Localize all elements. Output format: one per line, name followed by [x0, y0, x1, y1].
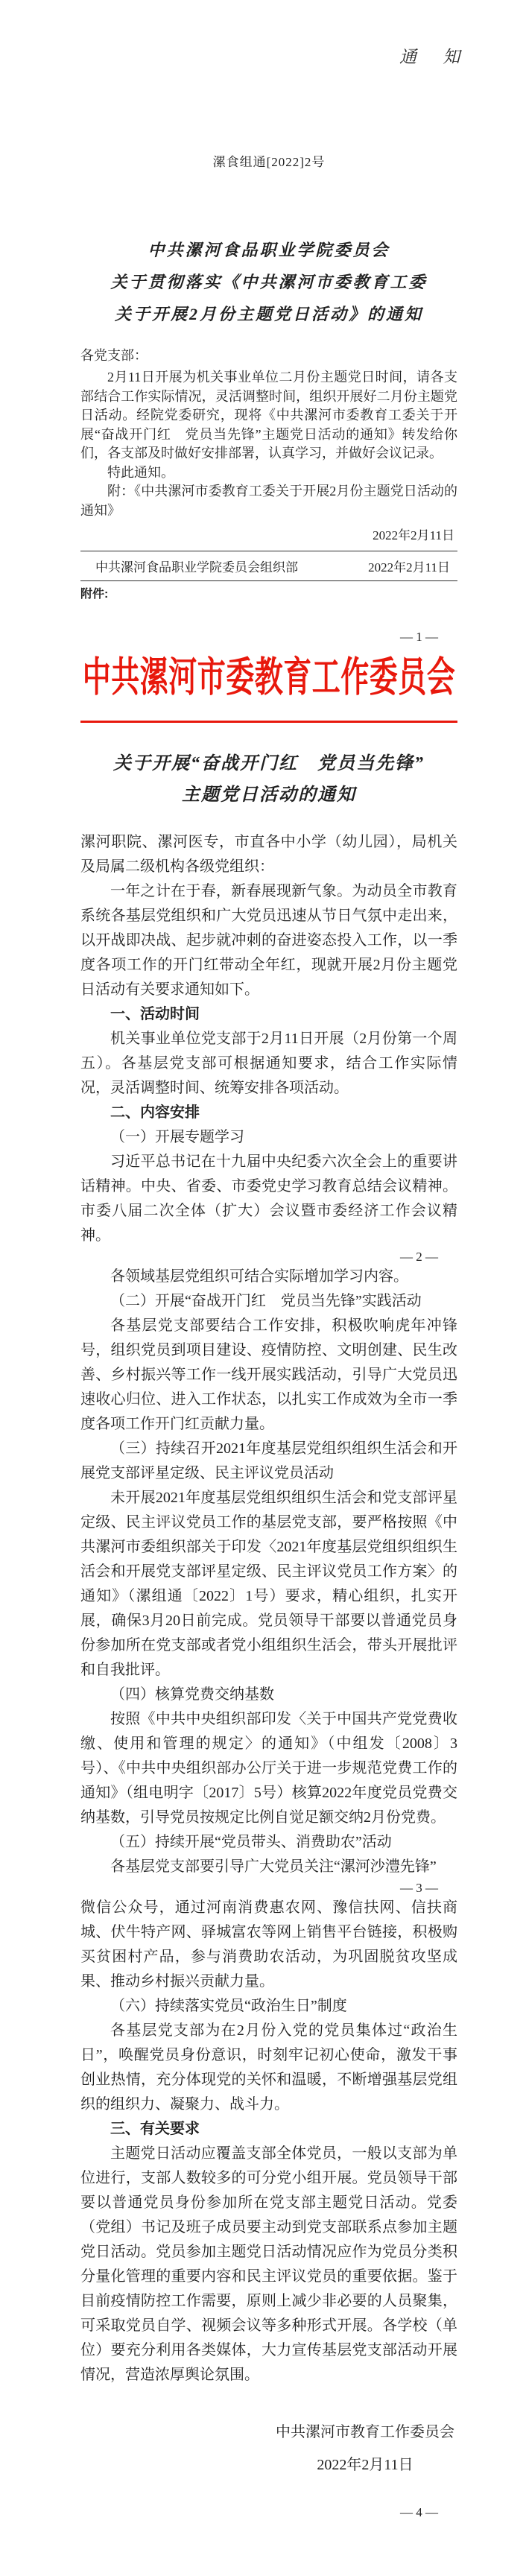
issuer-org: 中共漯河食品职业学院委员会组织部: [95, 560, 298, 575]
item2-heading: （二）开展“奋战开门红 党员当先锋”实践活动: [110, 1293, 422, 1309]
item5-heading: （五）持续开展“党员带头、消费助农”活动: [110, 1834, 392, 1850]
handwritten-note: 通 知: [399, 48, 471, 67]
page-number-3: — 3 —: [400, 1881, 438, 1895]
letterhead-wrap: [80, 655, 457, 701]
signature-block: [276, 2416, 454, 2481]
page-number-2: — 2 —: [400, 1250, 438, 1264]
notice-title-line1: 关于开展“奋战开门红 党员当先锋”: [113, 754, 425, 773]
doc-number: 漯食组通[2022]2号: [212, 155, 326, 169]
section2-heading: 二、内容安排: [110, 1104, 200, 1121]
forward-title-line1: 中共漯河食品职业学院委员会: [148, 241, 390, 259]
attachment-label: 附件:: [80, 588, 109, 601]
forward-title-line2: 关于贯彻落实《中共漯河市委教育工委: [110, 273, 428, 291]
section3-body: 主题党日活动应覆盖支部全体党员，一般以支部为单位进行，支部人数较多的可分党小组开展。党员领导干部要以普通党员身份参加所在党支部主题党日活动。党委（党组）书记及班子成员要主动到党支部联系点参加主题党日活动。党员参加主题党日活动情况应作为党员分类积分量化管理的重要内容和民主评议党员的重要依据。鉴于目前疫情防控工作需要，原则上减少非必要的人员聚集，可采取党员自学、视频会议等多种形式开展。各学校（单位）要充分利用各类媒体，大力宣传基层党支部活动开展情况，营造浓厚舆论氛围。: [80, 2145, 457, 2383]
issuer-date: 2022年2月11日: [368, 560, 450, 575]
notice-salutation: 漯河职院、漯河医专，市直各中小学（幼儿园），局机关及局属二级机构各级党组织：: [80, 834, 457, 875]
signature-org: 中共漯河市教育工作委员会: [276, 2424, 454, 2440]
item6-heading: （六）持续落实党员“政治生日”制度: [110, 1998, 347, 2014]
item2-body: 各基层党支部要结合工作安排，积极吹响虎年冲锋号，组织党员到项目建设、疫情防控、文明创建、民生改善、乡村振兴等工作一线开展实践活动，引导广大党员迅速收心归位、进入工作状态，以扎实工作成效为全市一季度各项工作开门红贡献力量。: [80, 1317, 457, 1432]
forward-closing: 特此通知。: [107, 464, 174, 480]
item6-body: 各基层党支部为在2月份入党的党员集体过“政治生日”，唤醒党员身份意识，时刻牢记初心使命，激发干事创业热情，充分体现党的关怀和温暖，不断增强基层党组织的组织力、凝聚力、战斗力。: [80, 2022, 457, 2113]
forward-salutation: 各党支部：: [80, 348, 148, 363]
signature-date: 2022年2月11日: [317, 2457, 413, 2473]
letterhead-divider: [80, 721, 457, 723]
forward-date: 2022年2月11日: [373, 528, 454, 542]
item4-body: 按照《中共中央组织部印发〈关于中国共产党党费收缴、使用和管理的规定〉的通知》（中组发〔2008〕3号）、《中共中央组织部办公厅关于进一步规范党费工作的通知》（组电明字〔2017〕5号）核算2022年度党员党费交纳基数，引导党员按规定比例自觉足额交纳2月份党费。: [80, 1711, 457, 1826]
notice-intro: 一年之计在于春，新春展现新气象。为动员全市教育系统各基层党组织和广大党员迅速从节日气氛中走出来，以开战即决战、起步就冲刺的奋进姿态投入工作，以一季度各项工作的开门红带动全年红，现就开展2月份主题党日活动有关要求通知如下。: [80, 883, 457, 998]
notice-title-line2: 主题党日活动的通知: [182, 785, 356, 805]
document-content: [0, 151, 526, 2550]
item1-heading: （一）开展专题学习: [110, 1129, 244, 1145]
issuer-row: [80, 551, 457, 580]
item4-heading: （四）核算党费交纳基数: [110, 1686, 274, 1703]
forward-attachment-ref: 附：《中共漯河市委教育工委关于开展2月份主题党日活动的通知》: [80, 484, 457, 518]
item5-body-part2: 微信公众号，通过河南消费惠农网、豫信扶网、信扶商城、伏牛特产网、驿城富农等网上销售平台链接，积极购买贫困村产品，参与消费助农活动，为巩固脱贫攻坚成果、推动乡村振兴贡献力量。: [80, 1899, 457, 1990]
item3-heading: （三）持续召开2021年度基层党组织组织生活会和开展党支部评星定级、民主评议党员活动: [80, 1440, 457, 1481]
forward-title-line3: 关于开展2月份主题党日活动》的通知: [114, 305, 423, 323]
page-number-1: — 1 —: [400, 630, 438, 644]
item1-body: 习近平总书记在十九届中央纪委六次全会上的重要讲话精神。中央、省委、市委党史学习教育总结会议精神。市委八届二次全体（扩大）会议暨市委经济工作会议精神。: [80, 1153, 457, 1244]
section3-heading: 三、有关要求: [110, 2121, 200, 2137]
forward-body-paragraph: 2月11日开展为机关事业单位二月份主题党日时间，请各支部结合工作实际情况，灵活调整时间，组织开展好二月份主题党日活动。经院党委研究，现将《中共漯河市委教育工委关于开展“奋战开门红 党员当先锋”主题党日活动的通知》转发给你们，各支部及时做好安排部署，认真学习，并做好会议记录。: [80, 370, 457, 461]
forward-title: [80, 234, 457, 330]
section1-body: 机关事业单位党支部于2月11日开展（2月份第一个周五）。各基层党支部可根据通知要求，结合工作实际情况，灵活调整时间、统筹安排各项活动。: [80, 1031, 457, 1096]
page-number-4: — 4 —: [400, 2505, 438, 2519]
letterhead: 中共漯河市委教育工作委员会: [82, 655, 456, 701]
item3-body: 未开展2021年度基层党组织组织生活会和党支部评星定级、民主评议党员工作的基层党支部，要严格按照《中共漯河市委组织部关于印发〈2021年度基层党组织组织生活会和开展党支部评星定级、民主评议党员工作方案〉的通知》（漯组通〔2022〕1号）要求，精心组织，扎实开展，确保3月20日前完成。党员领导干部要以普通党员身份参加所在党支部或者党小组组织生活会，带头开展批评和自我批评。: [80, 1490, 457, 1678]
separator-line-bottom: [80, 580, 457, 581]
item5-body-part1: 各基层党支部要引导广大党员关注“漯河沙澧先锋”: [110, 1858, 437, 1875]
item1-body2: 各领域基层党组织可结合实际增加学习内容。: [110, 1268, 408, 1285]
section1-heading: 一、活动时间: [110, 1006, 200, 1022]
notice-title: [80, 748, 457, 811]
